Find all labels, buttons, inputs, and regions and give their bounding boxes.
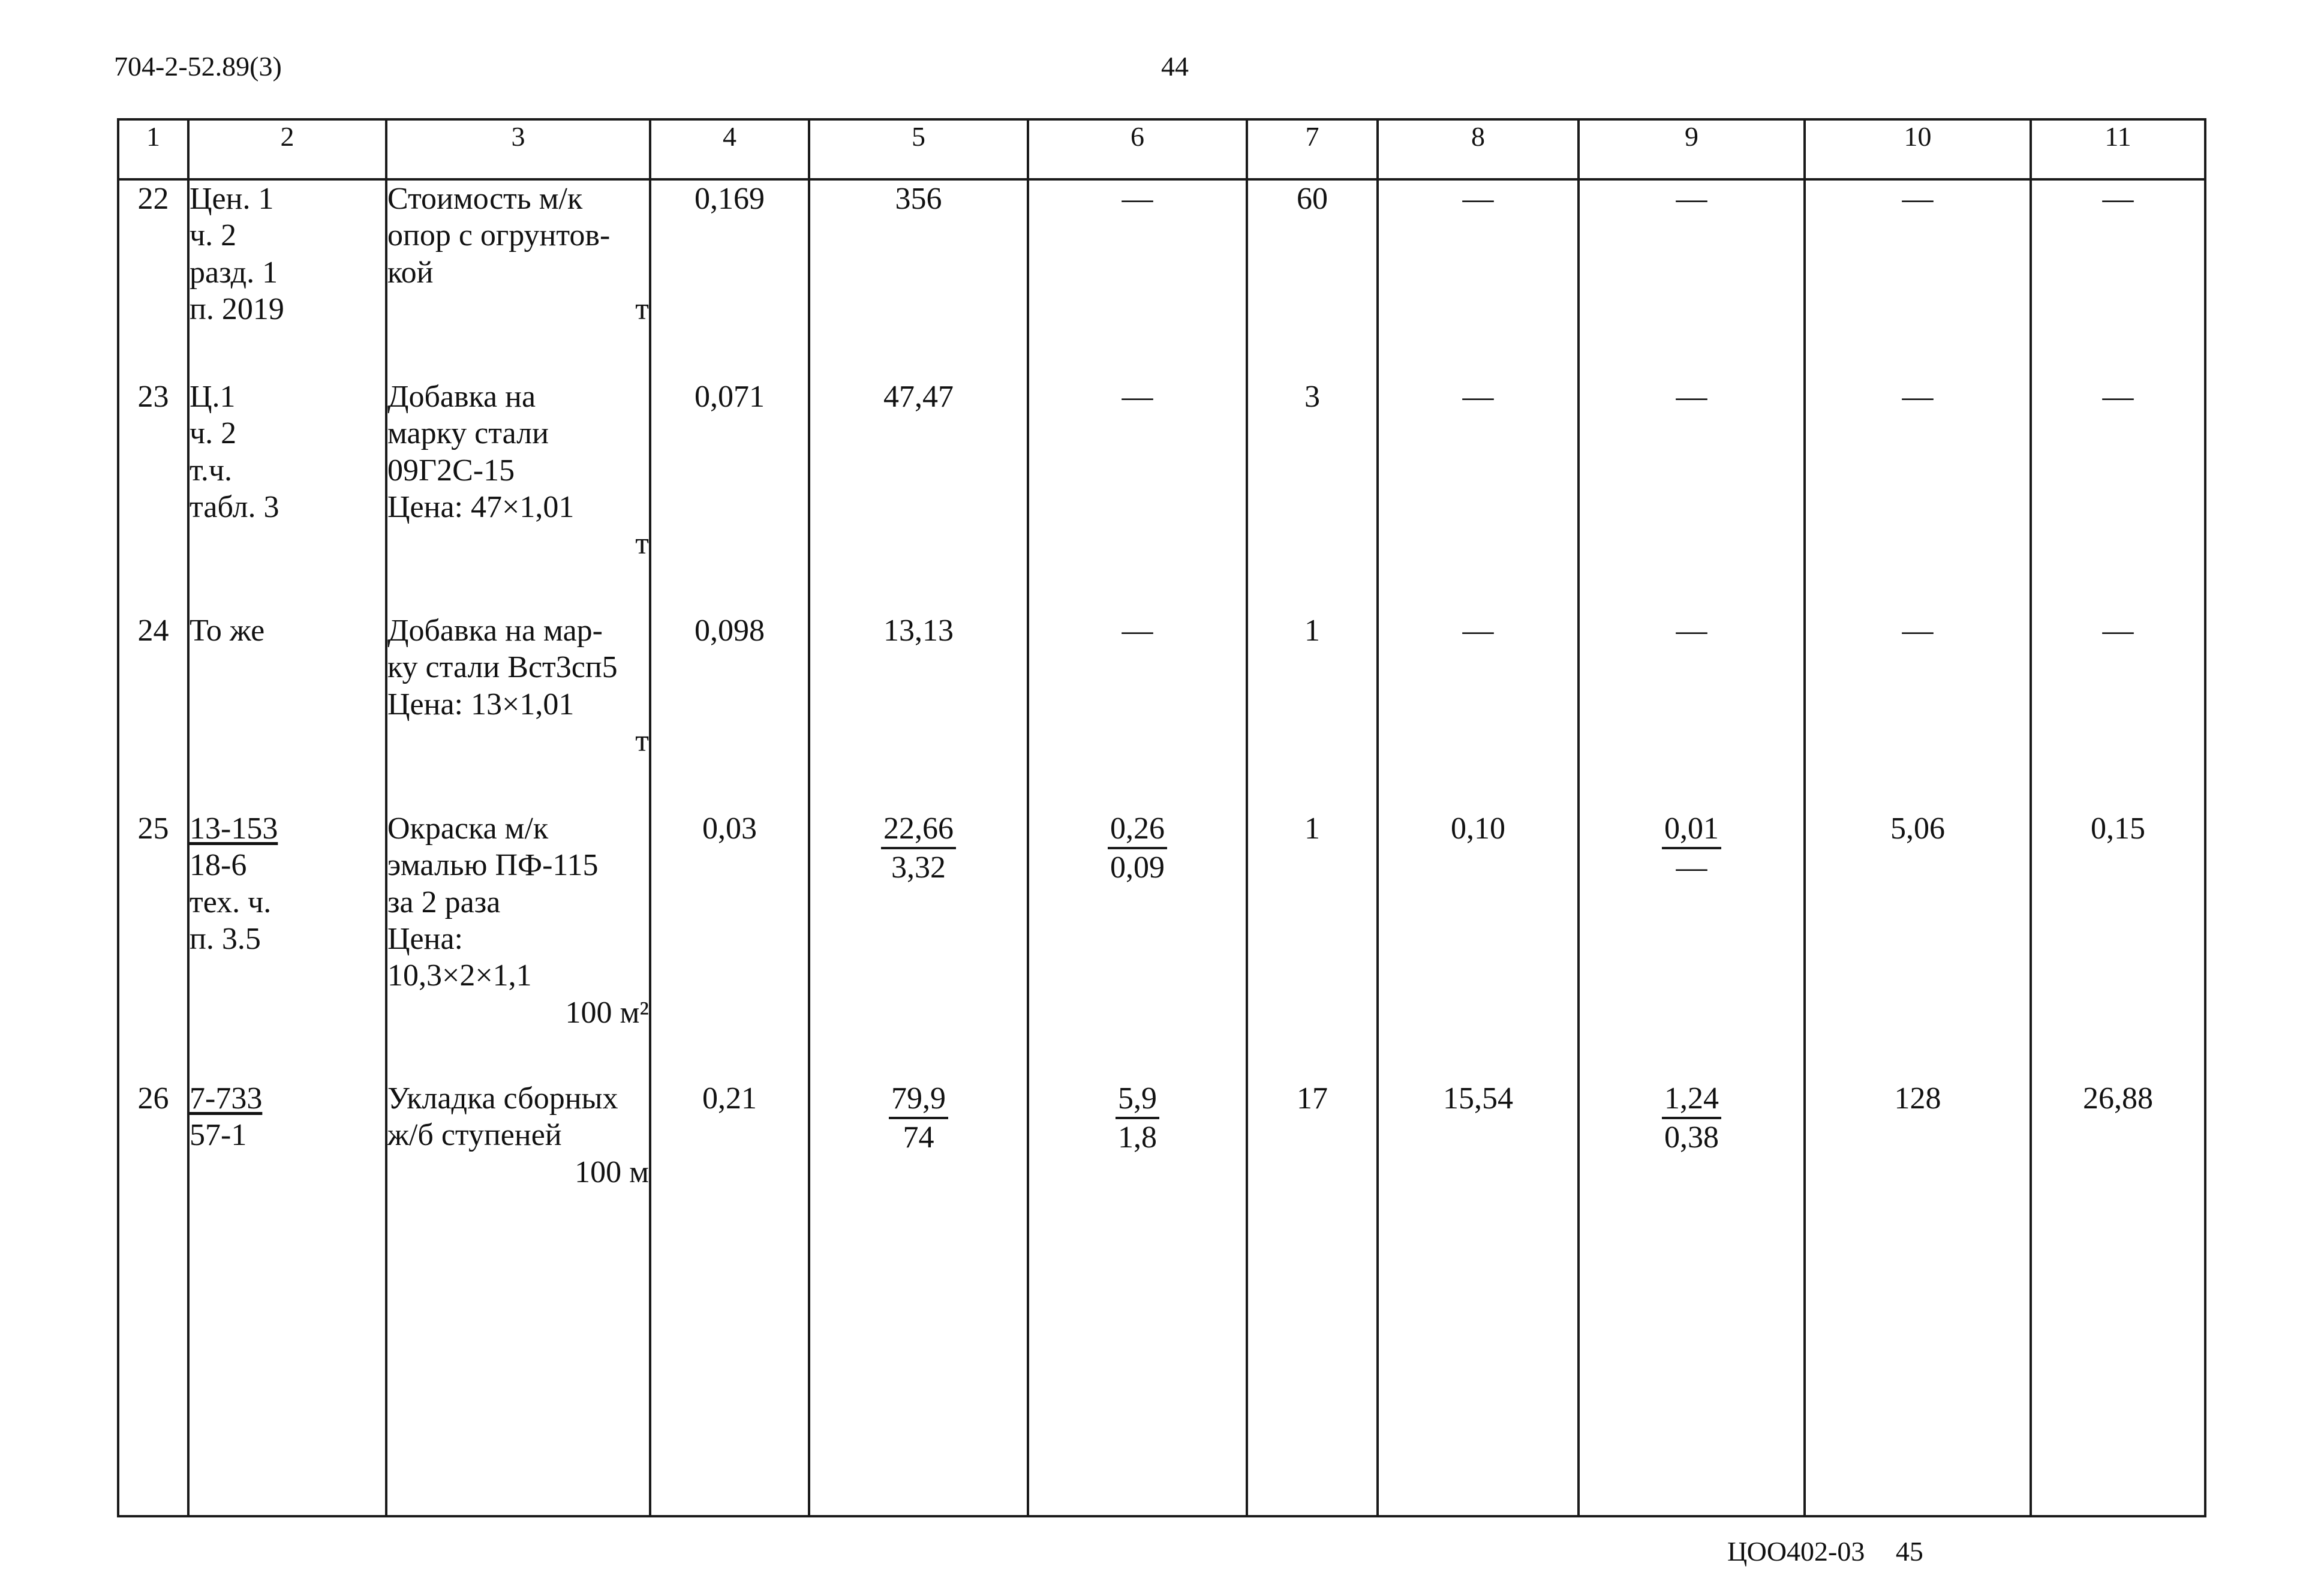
footer-page-number: 45 — [1895, 1536, 1923, 1567]
column-header: 3 — [386, 119, 650, 179]
table-row — [118, 378, 2205, 612]
value-cell: — — [1028, 612, 1247, 810]
fraction-cell: $\frac{79,9}{74}$ — [809, 1080, 1028, 1516]
estimate-table — [117, 118, 2206, 1517]
value-cell: 3 — [1247, 378, 1378, 612]
description-cell: Стоимость м/к опор с огрунтов- кой т — [386, 179, 650, 378]
description-cell: Добавка на марку стали 09Г2С-15 Цена: 47×1,01 т — [386, 378, 650, 612]
row-number: 22 — [118, 179, 188, 378]
fraction-cell: $\frac{5,9}{1,8}$ — [1028, 1080, 1247, 1516]
value-cell: 26,88 — [2031, 1080, 2205, 1516]
value-cell: — — [2031, 179, 2205, 378]
column-header: 11 — [2031, 119, 2205, 179]
reference-cell: То же — [188, 612, 386, 810]
value-cell: 13,13 — [809, 612, 1028, 810]
value-cell: — — [1805, 179, 2031, 378]
unit-label: 100 м² — [565, 995, 649, 1030]
page-number: 44 — [1161, 51, 1189, 82]
table-row — [118, 810, 2205, 1080]
value-cell: 0,03 — [650, 810, 809, 1080]
footer-code: ЦОО402-03 — [1727, 1536, 1865, 1567]
value-cell: — — [1378, 378, 1579, 612]
value-cell: 15,54 — [1378, 1080, 1579, 1516]
description-cell: Укладка сборных ж/б ступеней 100 м — [386, 1080, 650, 1516]
value-cell: 128 — [1805, 1080, 2031, 1516]
unit-label: 100 м — [575, 1155, 649, 1189]
fraction-cell: $\frac{0,01}{—}$ — [1579, 810, 1805, 1080]
row-number: 25 — [118, 810, 188, 1080]
document-code: 704-2-52.89(3) — [114, 51, 282, 82]
unit-label: т — [635, 724, 649, 759]
reference-cell: Цен. 1 ч. 2 разд. 1 п. 2019 — [188, 179, 386, 378]
row-number: 23 — [118, 378, 188, 612]
value-cell: 0,098 — [650, 612, 809, 810]
table-row — [118, 179, 2205, 378]
value-cell: — — [1579, 179, 1805, 378]
value-cell: 5,06 — [1805, 810, 2031, 1080]
value-cell: 0,10 — [1378, 810, 1579, 1080]
value-cell: 0,21 — [650, 1080, 809, 1516]
column-header: 7 — [1247, 119, 1378, 179]
column-header: 10 — [1805, 119, 2031, 179]
reference-cell: 7-733 57-1 — [188, 1080, 386, 1516]
column-header: 8 — [1378, 119, 1579, 179]
unit-label: т — [635, 292, 649, 327]
value-cell: 60 — [1247, 179, 1378, 378]
column-number-row — [118, 119, 2205, 179]
value-cell: 0,071 — [650, 378, 809, 612]
column-header: 1 — [118, 119, 188, 179]
page-footer — [1727, 1535, 1923, 1567]
row-number: 24 — [118, 612, 188, 810]
value-cell: — — [1378, 179, 1579, 378]
value-cell: — — [1378, 612, 1579, 810]
table-row — [118, 612, 2205, 810]
value-cell: 47,47 — [809, 378, 1028, 612]
row-number: 26 — [118, 1080, 188, 1516]
unit-label: т — [635, 527, 649, 561]
fraction-cell: $\frac{22,66}{3,32}$ — [809, 810, 1028, 1080]
description-cell: Окраска м/к эмалью ПФ-115 за 2 раза Цена: 10,3×2×1,1 100 м² — [386, 810, 650, 1080]
value-cell: — — [1805, 378, 2031, 612]
column-header: 2 — [188, 119, 386, 179]
reference-cell: 13-153 18-6 тех. ч. п. 3.5 — [188, 810, 386, 1080]
value-cell: 0,15 — [2031, 810, 2205, 1080]
value-cell: 356 — [809, 179, 1028, 378]
value-cell: — — [2031, 378, 2205, 612]
value-cell: 1 — [1247, 810, 1378, 1080]
fraction-cell: $\frac{1,24}{0,38}$ — [1579, 1080, 1805, 1516]
value-cell: 0,169 — [650, 179, 809, 378]
column-header: 4 — [650, 119, 809, 179]
value-cell: — — [1805, 612, 2031, 810]
value-cell: — — [1579, 378, 1805, 612]
column-header: 6 — [1028, 119, 1247, 179]
value-cell: — — [2031, 612, 2205, 810]
reference-cell: Ц.1 ч. 2 т.ч. табл. 3 — [188, 378, 386, 612]
value-cell: — — [1028, 179, 1247, 378]
value-cell: 1 — [1247, 612, 1378, 810]
value-cell: 17 — [1247, 1080, 1378, 1516]
fraction-cell: $\frac{0,26}{0,09}$ — [1028, 810, 1247, 1080]
description-cell: Добавка на мар- ку стали Вст3сп5 Цена: 13×1,01 т — [386, 612, 650, 810]
column-header: 9 — [1579, 119, 1805, 179]
value-cell: — — [1579, 612, 1805, 810]
table-row — [118, 1080, 2205, 1516]
value-cell: — — [1028, 378, 1247, 612]
column-header: 5 — [809, 119, 1028, 179]
